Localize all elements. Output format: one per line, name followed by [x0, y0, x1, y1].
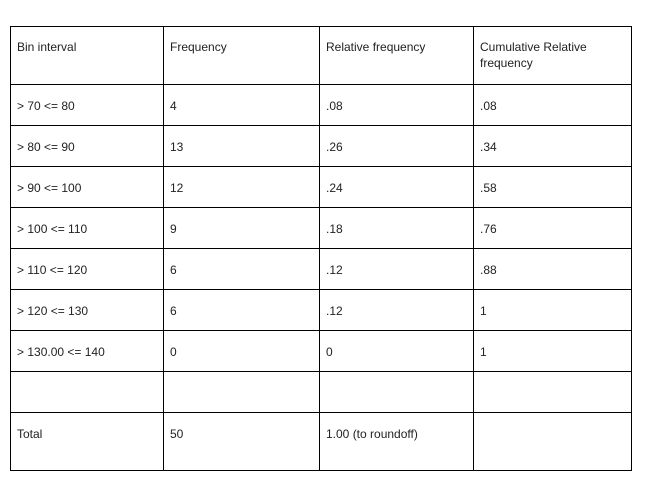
- table-row: [11, 331, 632, 372]
- header-cell: Cumulative Relative frequency: [474, 27, 632, 85]
- header-row: [11, 27, 632, 85]
- table-row: [11, 208, 632, 249]
- table-cell: > 100 <= 110: [11, 208, 164, 249]
- table-row: [11, 167, 632, 208]
- table-cell: > 90 <= 100: [11, 167, 164, 208]
- table-cell: > 110 <= 120: [11, 249, 164, 290]
- table-cell: .12: [320, 290, 474, 331]
- table-cell: [320, 372, 474, 413]
- table-cell: .18: [320, 208, 474, 249]
- table-cell: [474, 372, 632, 413]
- table-cell: > 80 <= 90: [11, 126, 164, 167]
- total-relative-frequency: 1.00 (to roundoff): [320, 413, 474, 471]
- table-cell: .26: [320, 126, 474, 167]
- table-row: [11, 126, 632, 167]
- table-cell: .58: [474, 167, 632, 208]
- table-cell: .24: [320, 167, 474, 208]
- empty-row: [11, 372, 632, 413]
- table-cell: 13: [164, 126, 320, 167]
- table-cell: > 120 <= 130: [11, 290, 164, 331]
- table-row: [11, 85, 632, 126]
- table-cell: > 130.00 <= 140: [11, 331, 164, 372]
- table-cell: 12: [164, 167, 320, 208]
- header-cell: Frequency: [164, 27, 320, 85]
- table-cell: .12: [320, 249, 474, 290]
- table-cell: 6: [164, 290, 320, 331]
- table-cell: 4: [164, 85, 320, 126]
- total-label: Total: [11, 413, 164, 471]
- table-cell: > 70 <= 80: [11, 85, 164, 126]
- table-cell: .88: [474, 249, 632, 290]
- header-cell: Bin interval: [11, 27, 164, 85]
- table-cell: .08: [474, 85, 632, 126]
- table-row: [11, 290, 632, 331]
- table-cell: 9: [164, 208, 320, 249]
- table-cell: 1: [474, 290, 632, 331]
- table-cell: .34: [474, 126, 632, 167]
- total-frequency: 50: [164, 413, 320, 471]
- table-cell: .08: [320, 85, 474, 126]
- table-cell: [11, 372, 164, 413]
- total-cumulative: [474, 413, 632, 471]
- table-cell: 0: [164, 331, 320, 372]
- table-cell: [164, 372, 320, 413]
- table-cell: .76: [474, 208, 632, 249]
- table-cell: 1: [474, 331, 632, 372]
- table-cell: 6: [164, 249, 320, 290]
- table-cell: 0: [320, 331, 474, 372]
- table-row: [11, 249, 632, 290]
- frequency-table: [10, 26, 632, 471]
- header-cell: Relative frequency: [320, 27, 474, 85]
- total-row: [11, 413, 632, 471]
